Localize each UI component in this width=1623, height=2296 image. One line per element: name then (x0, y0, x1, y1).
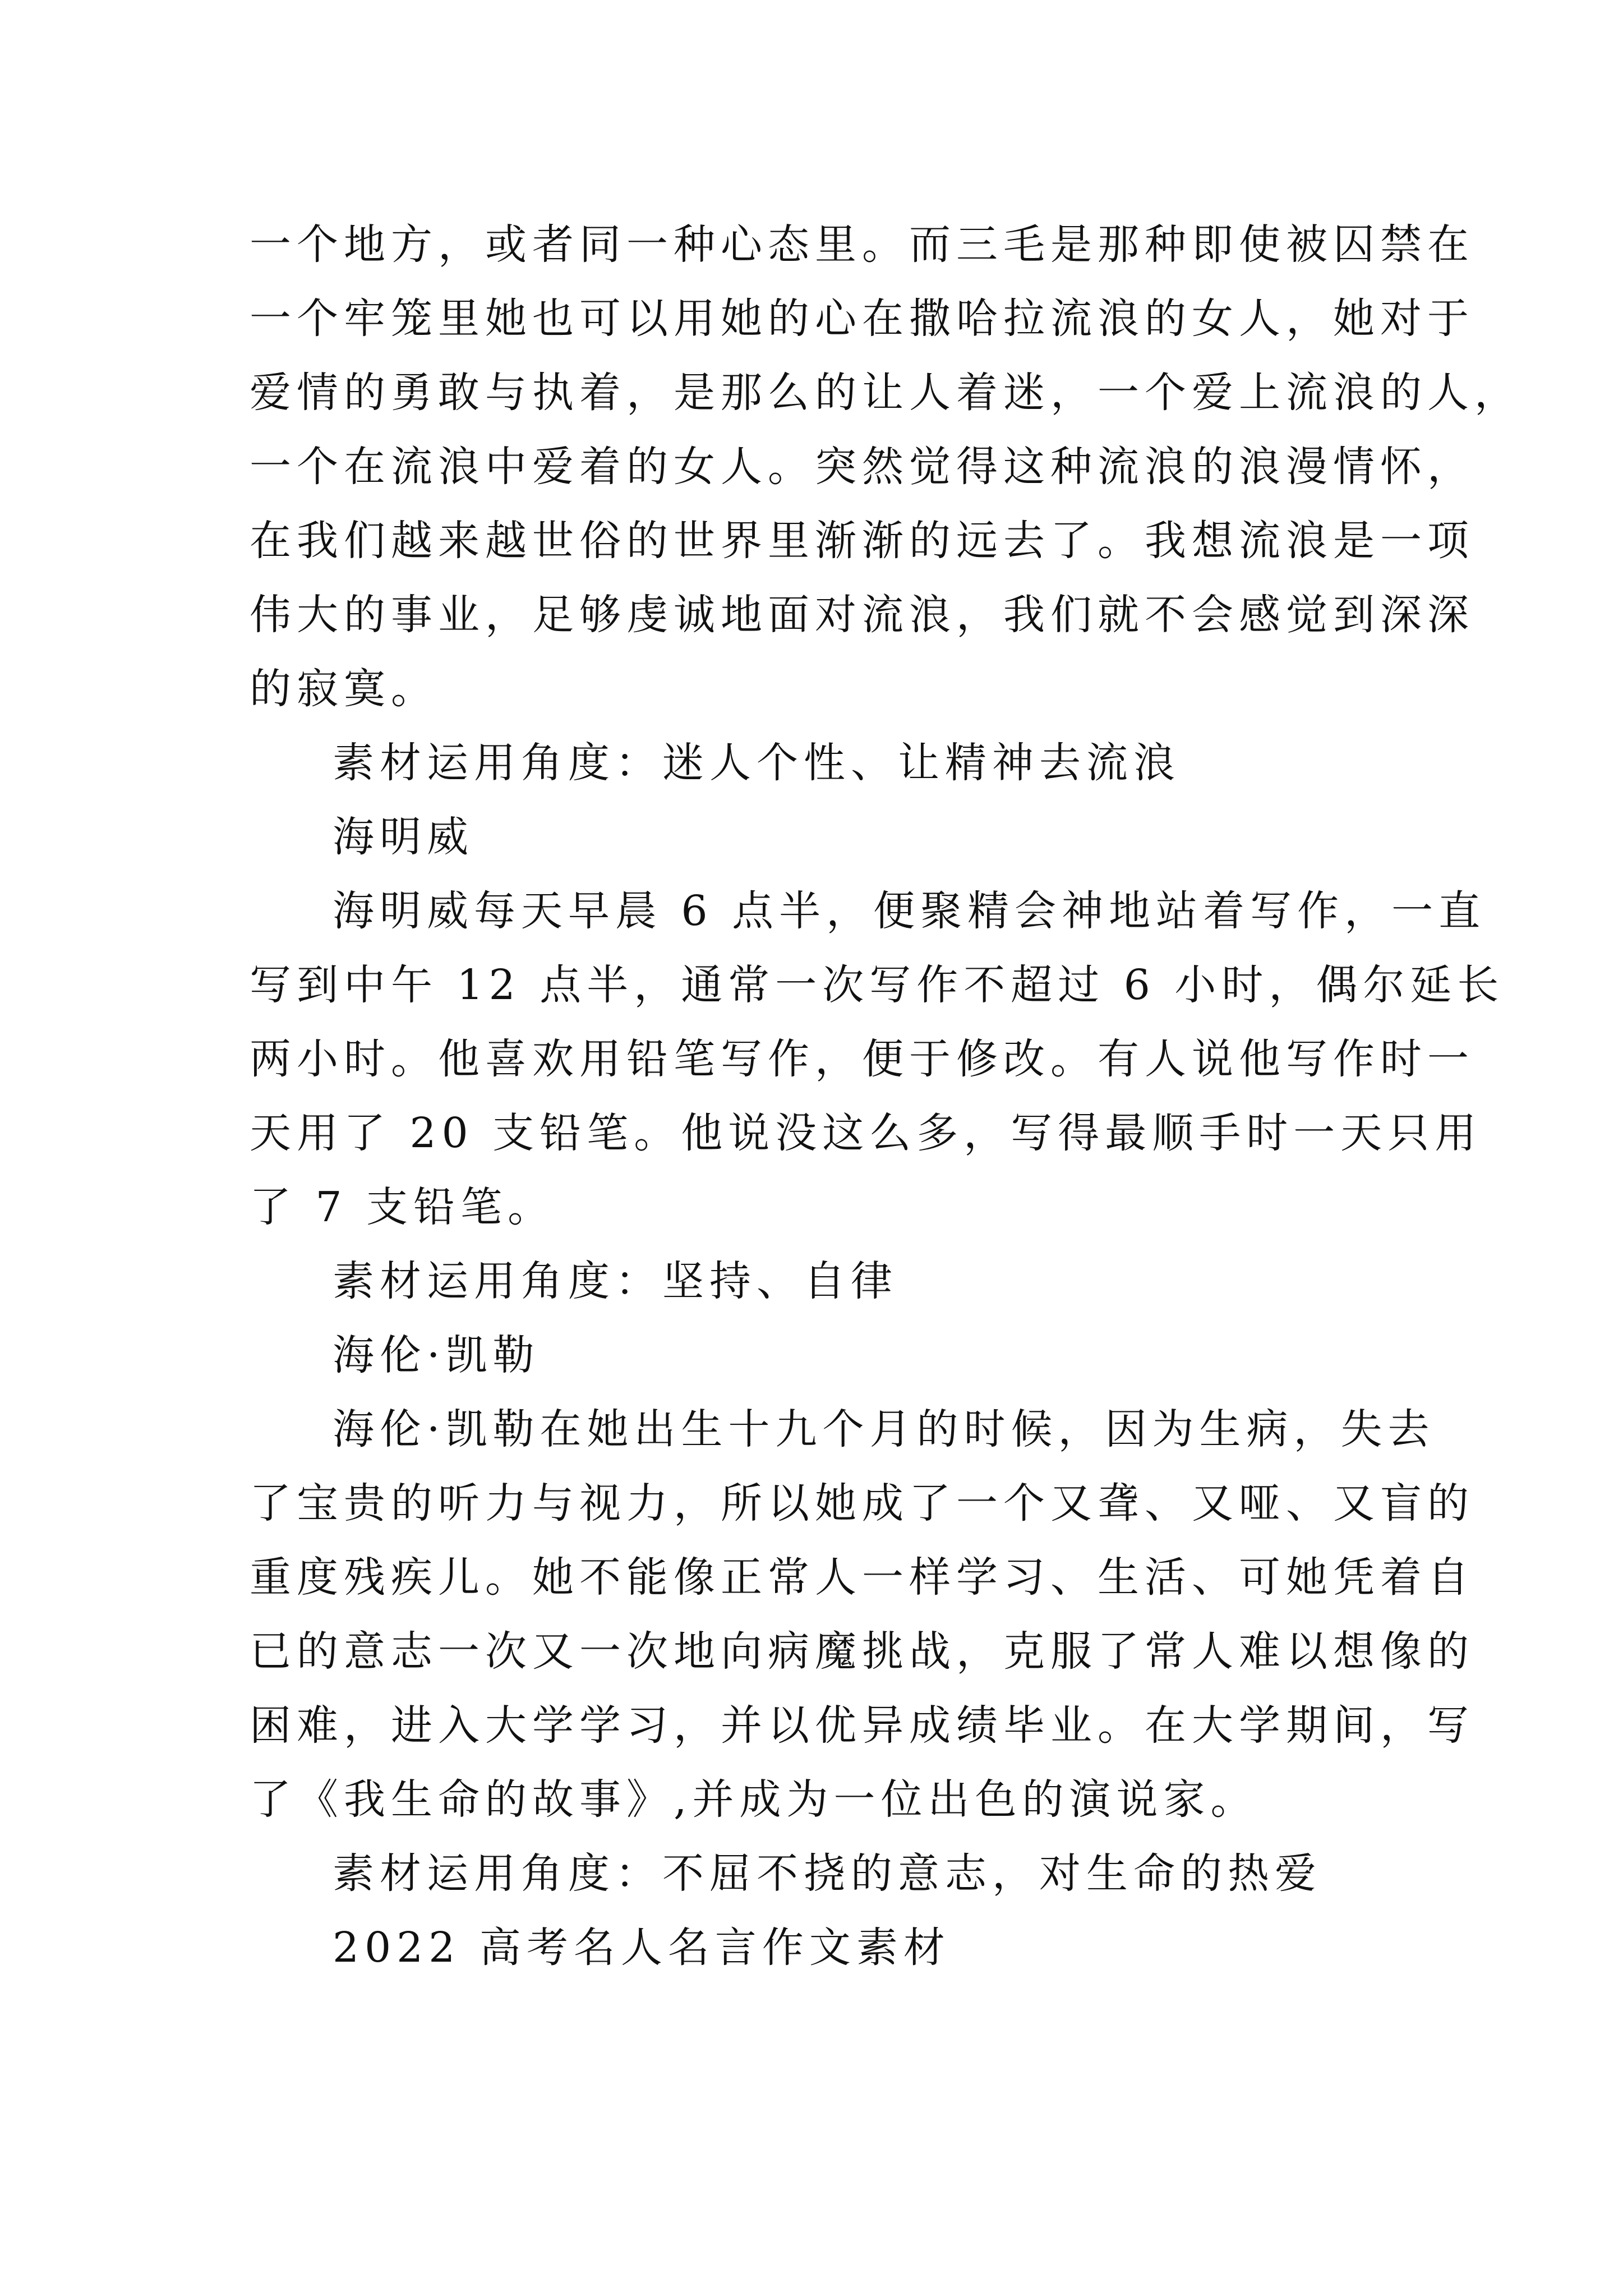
text-line: 一个牢笼里她也可以用她的心在撒哈拉流浪的女人，她对于 (250, 295, 1474, 343)
text-line: 海明威 (333, 813, 474, 861)
text-line: 海伦·凯勒在她出生十九个月的时候，因为生病，失去 (333, 1405, 1435, 1453)
text-line: 一个地方，或者同一种心态里。而三毛是那种即使被囚禁在 (250, 220, 1474, 269)
text-line: 写到中午 12 点半，通常一次写作不超过 6 小时，偶尔延长 (250, 961, 1505, 1009)
text-line: 海明威每天早晨 6 点半，便聚精会神地站着写作，一直 (333, 887, 1486, 935)
text-line: 已的意志一次又一次地向病魔挑战，克服了常人难以想像的 (250, 1627, 1474, 1676)
text-line: 的寂寞。 (250, 665, 438, 713)
text-line: 在我们越来越世俗的世界里渐渐的远去了。我想流浪是一项 (250, 517, 1474, 565)
text-line: 2022 高考名人名言作文素材 (333, 1924, 951, 1972)
text-line: 海伦·凯勒 (333, 1331, 540, 1379)
text-line: 困难，进入大学学习，并以优异成绩毕业。在大学期间，写 (250, 1701, 1474, 1750)
text-line: 两小时。他喜欢用铅笔写作，便于修改。有人说他写作时一 (250, 1035, 1474, 1083)
text-line: 重度残疾儿。她不能像正常人一样学习、生活、可她凭着自 (250, 1553, 1474, 1602)
text-line: 了《我生命的故事》,并成为一位出色的演说家。 (250, 1775, 1258, 1824)
text-line: 素材运用角度：迷人个性、让精神去流浪 (333, 739, 1181, 787)
document-body (250, 208, 1521, 1985)
text-line: 了宝贵的听力与视力，所以她成了一个又聋、又哑、又盲的 (250, 1479, 1474, 1527)
text-line: 素材运用角度：坚持、自律 (333, 1257, 898, 1305)
text-line: 一个在流浪中爱着的女人。突然觉得这种流浪的浪漫情怀， (250, 443, 1474, 491)
text-line: 伟大的事业，足够虔诚地面对流浪，我们就不会感觉到深深 (250, 591, 1474, 639)
text-line: 天用了 20 支铅笔。他说没这么多，写得最顺手时一天只用 (250, 1109, 1482, 1157)
text-line: 爱情的勇敢与执着，是那么的让人着迷，一个爱上流浪的人， (250, 369, 1521, 417)
text-line: 素材运用角度：不屈不挠的意志，对生命的热爱 (333, 1849, 1322, 1898)
text-line: 了 7 支铅笔。 (250, 1183, 555, 1231)
